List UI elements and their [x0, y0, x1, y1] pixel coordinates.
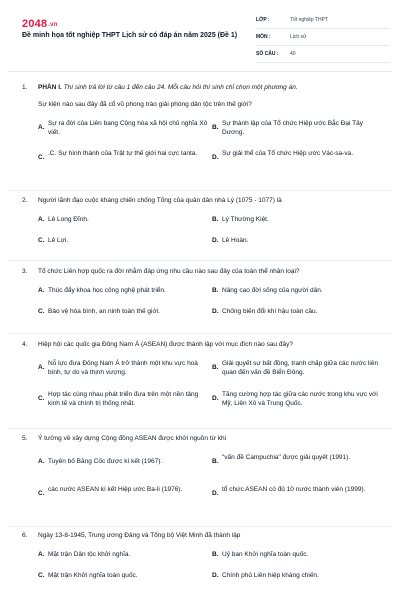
question-header [22, 531, 382, 540]
option-key: D. [212, 572, 219, 579]
option-list [38, 119, 382, 175]
option-a[interactable] [38, 119, 208, 137]
option-text: Giải quyết sự bất đồng, tranh chấp giữa các nước liên quan đến vấn đề Biển Đông. [222, 360, 379, 376]
question-number: 3. [22, 268, 28, 275]
question-stem: Tổ chức Liên hợp quốc ra đời nhằm đáp ứng nhu cầu nào sau đây của toàn thể nhân loại? [38, 268, 300, 275]
option-b[interactable] [212, 119, 382, 137]
option-key: A. [38, 216, 45, 223]
option-c[interactable] [38, 149, 208, 161]
option-b[interactable] [212, 453, 382, 465]
option-key: D. [212, 395, 219, 402]
option-key: C. [38, 154, 45, 161]
option-c[interactable] [38, 485, 208, 497]
option-b[interactable] [212, 359, 382, 377]
logo-text: 2048 [22, 18, 48, 30]
option-text: các nước ASEAN kí kết Hiệp ước Ba-li (1976). [48, 486, 183, 493]
question-header [22, 267, 382, 276]
question-number: 2. [22, 197, 28, 204]
option-c[interactable] [38, 236, 208, 245]
option-text: Lê Hoàn. [222, 237, 249, 244]
option-key: B. [212, 364, 219, 371]
option-c[interactable] [38, 390, 208, 408]
option-text: Nỗ lực đưa Đông Nam Á trở thành một khu vực hoà bình, tự do và thịnh vượng. [48, 360, 198, 376]
option-text: Mặt trận Dân tộc khởi nghĩa. [48, 551, 131, 558]
option-list [38, 453, 382, 515]
option-text: Tăng cường hợp tác giữa các nước trong khu vực với Mỹ, Liên Xô và Trung Quốc. [222, 391, 378, 407]
option-d[interactable] [212, 236, 382, 245]
meta-row-subject [256, 29, 390, 46]
option-text: Chống biến đổi khí hậu toàn cầu. [222, 308, 318, 315]
option-key: A. [38, 458, 45, 465]
option-key: D. [212, 490, 219, 497]
question-header [22, 340, 382, 349]
meta-value: 40 [290, 51, 296, 57]
option-key: C. [38, 490, 45, 497]
option-a[interactable] [38, 215, 208, 224]
question-separator [8, 428, 392, 429]
option-c[interactable] [38, 571, 208, 580]
meta-row-count [256, 46, 390, 63]
option-b[interactable] [212, 550, 382, 559]
question-separator [8, 333, 392, 334]
option-list [38, 359, 382, 417]
option-text: Thúc đẩy khoa học công nghệ phát triển. [48, 287, 166, 294]
option-key: B. [212, 287, 219, 294]
option-text: Sự giải thể của Tổ chức Hiệp ước Vác-sa-va. [222, 150, 353, 157]
option-text: tổ chức ASEAN có đủ 10 nước thành viên (1999). [222, 486, 366, 493]
meta-value: Lịch sử [290, 34, 307, 40]
option-key: A. [38, 551, 45, 558]
option-list [38, 215, 382, 249]
option-key: D. [212, 154, 219, 161]
question-6 [22, 531, 382, 584]
question-number: 5. [22, 435, 28, 442]
option-d[interactable] [212, 571, 382, 580]
option-text: .C. Sự hình thành của Trật tự thế giới hai cực Ianta. [48, 150, 198, 157]
option-b[interactable] [212, 286, 382, 295]
question-4 [22, 340, 382, 417]
option-key: A. [38, 124, 45, 131]
option-text: Sự ra đời của Liên bang Cộng hòa xã hội chủ nghĩa Xô viết. [48, 120, 208, 136]
meta-label: SỐ CÂU : [256, 51, 279, 57]
option-key: D. [212, 308, 219, 315]
option-text: Lê Long Đĩnh. [48, 216, 89, 223]
option-key: B. [212, 216, 219, 223]
option-key: C. [38, 237, 45, 244]
question-number: 1. [22, 84, 28, 91]
option-list [38, 550, 382, 584]
option-d[interactable] [212, 390, 382, 408]
option-key: B. [212, 551, 219, 558]
question-stem: Sự kiện nào sau đây đã cổ vũ phong trào giải phóng dân tộc trên thế giới? [38, 101, 252, 108]
question-header [22, 434, 382, 443]
question-header [22, 196, 382, 205]
site-logo[interactable] [22, 18, 58, 30]
option-text: Hợp tác cùng nhau phát triển đưa trên một nền tảng kinh tế và chính trị thống nhất. [48, 391, 199, 407]
option-key: B. [212, 124, 219, 131]
logo-suffix: .vn [48, 22, 58, 28]
option-key: C. [38, 308, 45, 315]
option-text: Lê Lợi. [48, 237, 69, 244]
option-a[interactable] [38, 457, 208, 466]
question-stem: Hiệp hội các quốc gia Đông Nam Á (ASEAN) được thành lập với mục đích nào sau đây? [38, 341, 293, 348]
question-number: 6. [22, 532, 28, 539]
option-key: B. [212, 458, 219, 465]
question-separator [8, 260, 392, 261]
question-stem: Ngày 13-8-1945, Trung ương Đảng và Tổng bộ Việt Minh đã thành lập [38, 532, 241, 539]
question-1 [22, 83, 382, 175]
question-3 [22, 267, 382, 320]
exam-title: Đề minh họa tốt nghiệp THPT Lịch sử có đáp án năm 2025 (Đề 1) [22, 32, 238, 39]
option-text: "vấn đề Campuchia" được giải quyết (1991). [222, 454, 351, 461]
option-key: A. [38, 364, 45, 371]
option-text: Chính phủ Liên hiệp kháng chiến. [222, 572, 319, 579]
option-text: Tuyên bố Băng Cốc được kí kết (1967). [48, 458, 163, 465]
option-a[interactable] [38, 550, 208, 559]
option-d[interactable] [212, 149, 382, 161]
part-instruction: Thí sinh trả lời từ câu 1 đến câu 24. Mỗi câu hỏi thí sinh chỉ chọn một phương án. [63, 84, 298, 91]
option-key: D. [212, 237, 219, 244]
option-c[interactable] [38, 307, 208, 316]
question-2 [22, 196, 382, 249]
meta-row-class [256, 12, 390, 29]
question-separator [8, 526, 392, 527]
option-key: C. [38, 395, 45, 402]
exam-meta-table [256, 12, 390, 63]
option-text: Mặt trận Khởi nghĩa toàn quốc. [48, 572, 138, 579]
option-a[interactable] [38, 359, 208, 377]
question-5 [22, 434, 382, 515]
option-key: A. [38, 287, 45, 294]
option-text: Uỷ ban Khởi nghĩa toàn quốc. [222, 551, 309, 558]
option-d[interactable] [212, 307, 382, 316]
meta-label: MÔN : [256, 34, 271, 40]
header-divider [8, 71, 392, 72]
option-text: Sự thành lập của Tổ chức Hiệp ước Bắc Đại Tây Dương. [222, 120, 364, 136]
option-text: Lý Thường Kiệt. [222, 216, 269, 223]
option-b[interactable] [212, 215, 382, 224]
option-text: Bảo vệ hòa bình, an ninh toàn thế giới. [48, 308, 160, 315]
option-key: C. [38, 572, 45, 579]
exam-header [8, 12, 392, 64]
question-separator [8, 190, 392, 191]
option-a[interactable] [38, 286, 208, 295]
question-number: 4. [22, 341, 28, 348]
part-label: PHẦN I. [38, 84, 62, 91]
meta-value: Tốt nghiệp THPT [290, 17, 328, 23]
option-text: Nâng cao đời sống của người dân. [222, 287, 323, 294]
question-stem: Ý tưởng về xây dựng Cộng đồng ASEAN được khởi nguồn từ khi [38, 435, 227, 442]
meta-label: LỚP : [256, 17, 270, 23]
option-d[interactable] [212, 485, 382, 497]
question-header [22, 83, 382, 109]
question-stem: Người lãnh đạo cuộc kháng chiến chống Tống của quân dân nhà Lý (1075 - 1077) là [38, 197, 282, 204]
option-list [38, 286, 382, 320]
